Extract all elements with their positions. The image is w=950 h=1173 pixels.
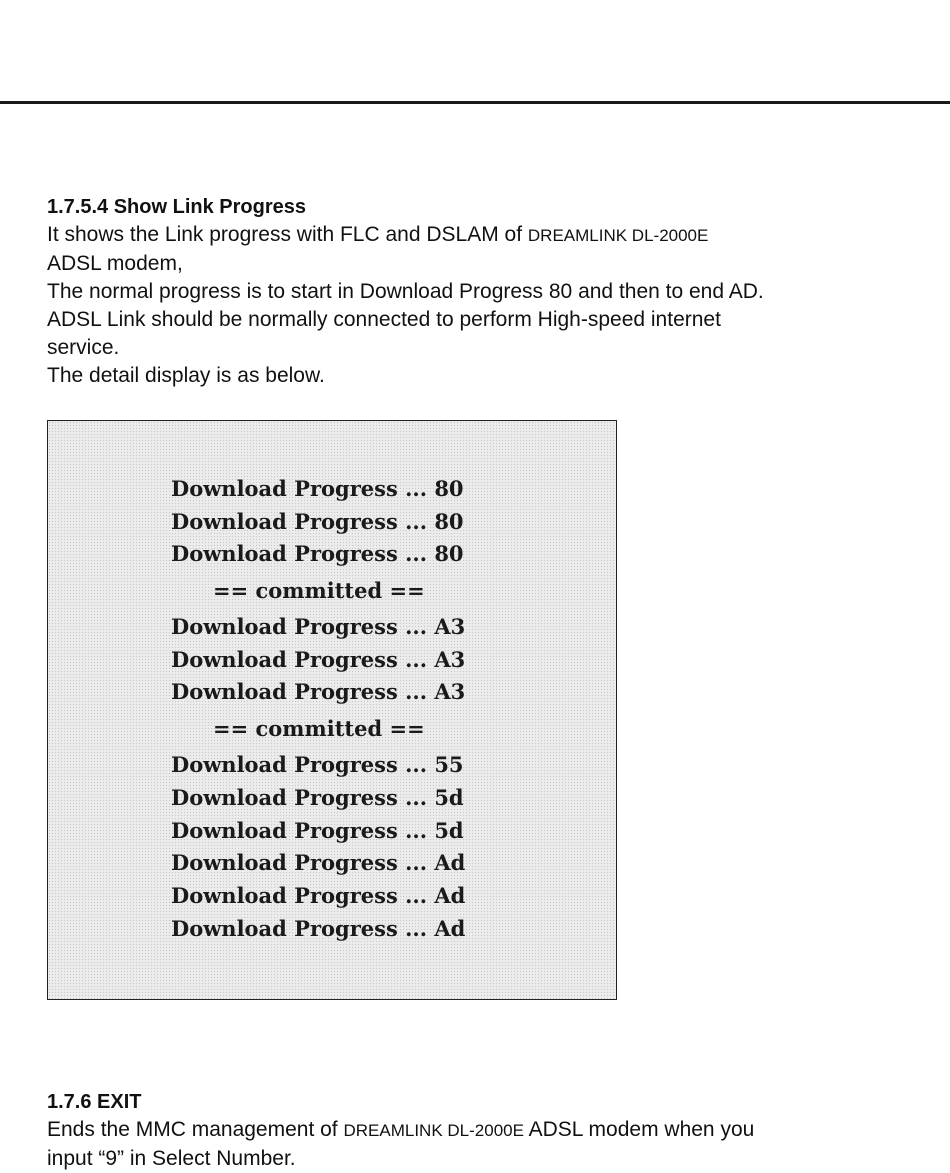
paragraph-line: The normal progress is to start in Download Progress 80 and then to end AD. [47,280,764,303]
terminal-line: Download Progress ... 80 [171,476,464,501]
terminal-output [171,473,465,945]
paragraph-line: ADSL Link should be normally connected to perform High-speed internet [47,308,721,331]
terminal-line: Download Progress ... Ad [171,850,466,876]
paragraph-line: input “9” in Select Number. [47,1147,296,1170]
terminal-line: Download Progress ... Ad [171,915,466,941]
terminal-line: Download Progress ... A3 [171,646,466,672]
exit-section [47,1088,927,1173]
text-run: ADSL modem when you [523,1118,755,1141]
section-heading: 1.7.6 EXIT [47,1091,142,1113]
terminal-line: Download Progress ... 80 [171,508,464,534]
terminal-line: Download Progress ... Ad [171,882,466,908]
product-name: DREAMLINK DL-2000E [343,1121,524,1140]
terminal-line: Download Progress ... 55 [171,752,464,778]
terminal-screenshot [47,420,617,1000]
paragraph-line: ADSL modem, [47,252,183,275]
text-run: Ends the MMC management of [47,1118,344,1141]
show-link-progress-section [47,193,927,390]
text-run: It shows the Link progress with FLC and DSLAM of [47,223,528,246]
terminal-line: Download Progress ... A3 [171,679,466,705]
paragraph-line [47,221,927,250]
section-heading: 1.7.5.4 Show Link Progress [47,196,306,218]
paragraph-line [47,1116,927,1145]
terminal-line: Download Progress ... 5d [171,817,464,843]
product-name: DREAMLINK DL-2000E [527,226,709,245]
terminal-line: Download Progress ... 5d [171,784,464,810]
paragraph-line: service. [47,336,120,359]
terminal-line: Download Progress ... A3 [171,614,466,640]
terminal-commit-line: == committed == [213,578,425,604]
paragraph-line: The detail display is as below. [47,364,325,387]
terminal-commit-line: == committed == [213,716,425,742]
terminal-line: Download Progress ... 80 [171,541,464,567]
header-rule [0,101,950,104]
